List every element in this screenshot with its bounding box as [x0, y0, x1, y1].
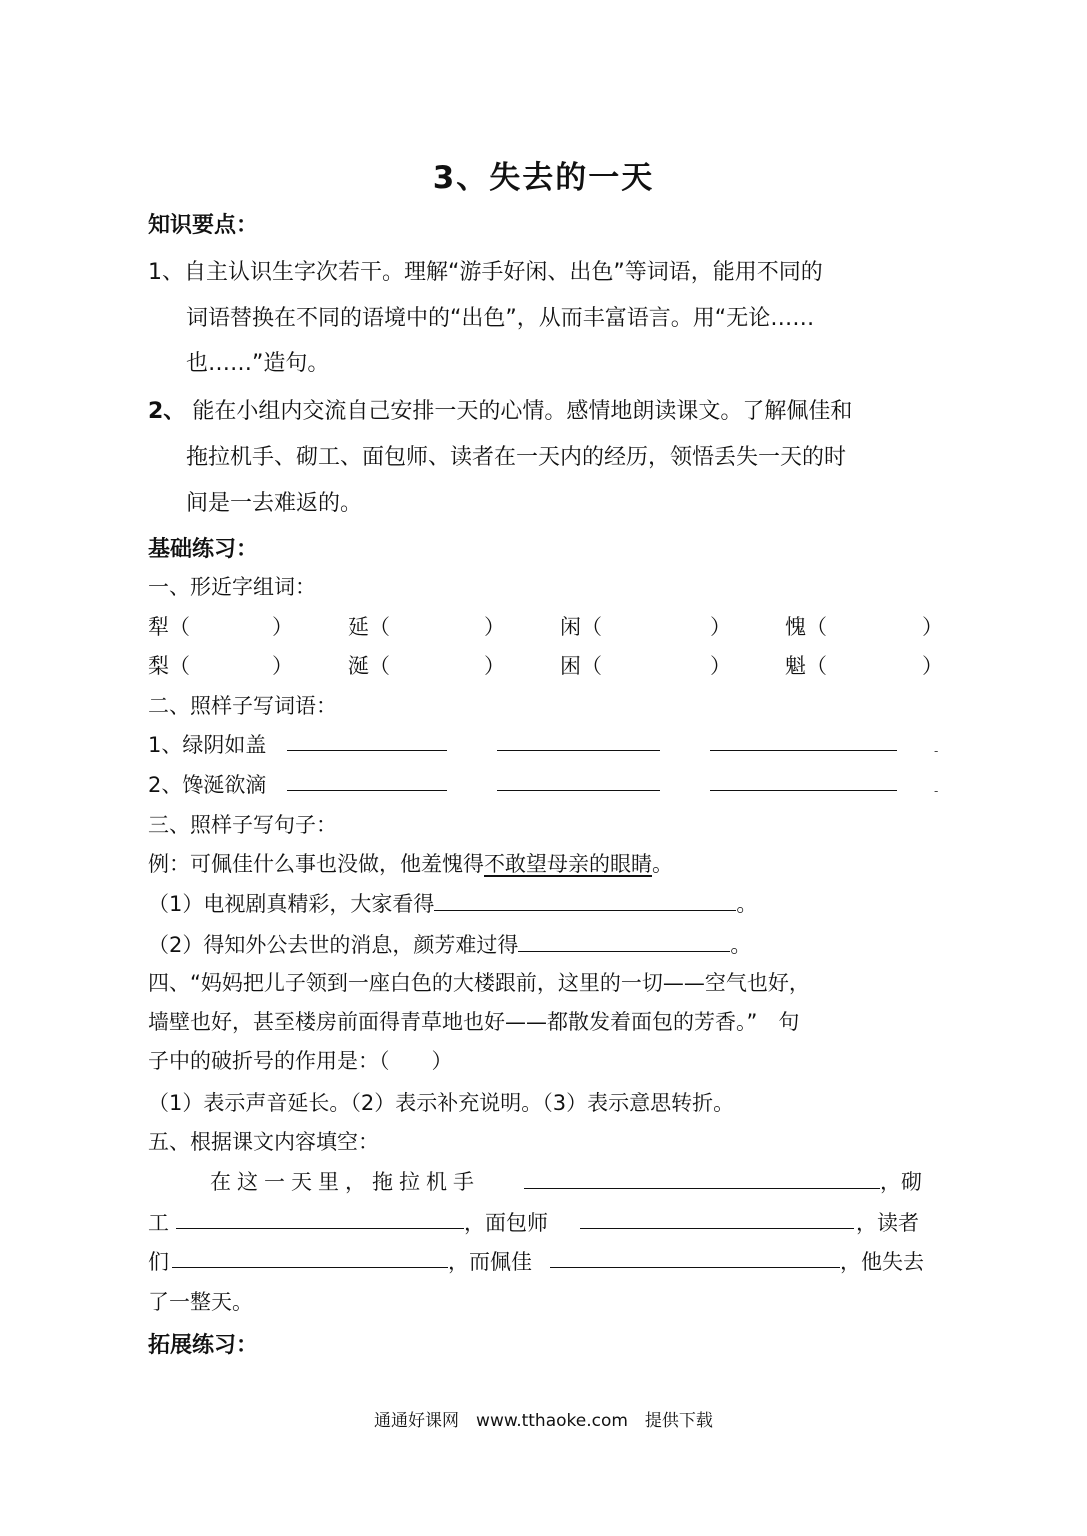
q1-row2-c2-close: ） — [484, 654, 505, 678]
q5-l3-blank-1[interactable] — [172, 1245, 448, 1268]
q5-l2-blank-1[interactable] — [176, 1206, 464, 1229]
q2-item1: 1、绿阴如盖 — [148, 733, 267, 757]
knowledge-item1-line1: 1、自主认识生字次若干。理解“游手好闲、出色”等词语，能用不同的 — [148, 260, 823, 285]
q1-row1-c3-open: 闲（ — [560, 615, 602, 639]
q1-row1-c1-close: ） — [272, 615, 293, 639]
knowledge-heading: 知识要点： — [148, 213, 259, 238]
q3-example-prefix: 例：可佩佳什么事也没做，他羞愧得 — [148, 852, 484, 876]
q2-item2: 2、馋涎欲滴 — [148, 773, 267, 797]
q1-row1-c1-open: 犁（ — [148, 615, 190, 639]
q1-row2-c4-close: ） — [922, 654, 943, 678]
q3-example-end: 。 — [652, 852, 673, 876]
q5-l1-blank[interactable] — [524, 1166, 880, 1189]
q5-line4: 了一整天。 — [148, 1290, 253, 1314]
q5-l1-prefix: 在这一天里，拖拉机手 — [210, 1170, 480, 1194]
q5-line1 — [210, 1166, 480, 1196]
q5-l1-end: ，砌 — [880, 1170, 922, 1194]
knowledge-item1-line3: 也……”造句。 — [186, 351, 330, 376]
q5-l2-c: ，读者 — [856, 1211, 919, 1235]
q1-row2-c3-open: 困（ — [560, 654, 602, 678]
q1-row1-c4-close: ） — [922, 615, 943, 639]
q1-label: 一、形近字组词： — [148, 575, 316, 599]
q3-label: 三、照样子写句子： — [148, 813, 337, 837]
q2-item2-blank-1[interactable] — [287, 768, 447, 791]
q3-s1-prefix: （1）电视剧真精彩，大家看得 — [148, 892, 435, 916]
q1-row1-c3-close: ） — [710, 615, 731, 639]
q5-label: 五、根据课文内容填空： — [148, 1130, 379, 1154]
knowledge-item1-line2: 词语替换在不同的语境中的“出色”，从而丰富语言。用“无论…… — [186, 306, 815, 331]
q2-item1-blank-3[interactable] — [710, 728, 897, 751]
q2-item2-blank-3[interactable] — [710, 768, 897, 791]
knowledge-item2-line2: 拖拉机手、砌工、面包师、读者在一天内的经历，领悟丢失一天的时 — [186, 445, 847, 470]
q5-l2-b: ，面包师 — [464, 1211, 548, 1235]
basic-heading: 基础练习： — [148, 537, 259, 562]
q2-item2-mark: - — [934, 784, 939, 798]
q5-l3-b: ，而佩佳 — [448, 1250, 532, 1274]
q3-s2-end: 。 — [730, 933, 752, 957]
knowledge-item2-number: 2、 — [148, 399, 186, 424]
q1-row1-c2-close: ） — [484, 615, 505, 639]
q3-sentence2 — [148, 929, 751, 959]
q3-s2-blank[interactable] — [518, 929, 730, 952]
q3-example-underlined: 不敢望母亲的眼睛 — [484, 852, 652, 876]
q4-line1: 四、“妈妈把儿子领到一座白色的大楼跟前，这里的一切——空气也好， — [148, 971, 810, 995]
q2-item1-blank-2[interactable] — [497, 728, 660, 751]
q4-line2: 墙壁也好，甚至楼房前面得青草地也好——都散发着面包的芳香。” 句 — [148, 1010, 800, 1034]
q3-s1-blank[interactable] — [434, 888, 736, 911]
q4-line3: 子中的破折号的作用是：（ ） — [148, 1049, 453, 1073]
q3-sentence1 — [148, 888, 757, 918]
knowledge-item2-line3: 间是一去难返的。 — [186, 491, 363, 516]
q3-example — [148, 848, 673, 878]
q5-l3-c: ，他失去 — [840, 1250, 924, 1274]
q5-l2-a: 工 — [148, 1211, 169, 1235]
q1-row2-c4-open: 魁（ — [785, 654, 827, 678]
page-title: 3、失去的一天 — [432, 160, 655, 196]
q2-item1-blank-1[interactable] — [287, 728, 447, 751]
q4-options: （1）表示声音延长。（2）表示补充说明。（3）表示意思转折。 — [148, 1091, 735, 1115]
q1-row2-c1-close: ） — [272, 654, 293, 678]
q1-row2-c2-open: 涎（ — [348, 654, 390, 678]
knowledge-item2-line1 — [148, 394, 852, 425]
knowledge-item2-text: 能在小组内交流自己安排一天的心情。感情地朗读课文。了解佩佳和 — [192, 399, 853, 424]
q1-row2-c3-close: ） — [710, 654, 731, 678]
q1-row1-c2-open: 延（ — [348, 615, 390, 639]
extend-heading: 拓展练习： — [148, 1333, 259, 1358]
q2-item2-blank-2[interactable] — [497, 768, 660, 791]
q5-l3-a: 们 — [148, 1250, 169, 1274]
q2-item1-mark: - — [934, 744, 939, 758]
q5-l2-blank-2[interactable] — [580, 1206, 854, 1229]
q1-row1-c4-open: 愧（ — [785, 615, 827, 639]
q1-row2-c1-open: 梨（ — [148, 654, 190, 678]
q3-s2-prefix: （2）得知外公去世的消息，颜芳难过得 — [148, 933, 519, 957]
q3-s1-end: 。 — [736, 892, 758, 916]
q5-l3-blank-2[interactable] — [550, 1245, 840, 1268]
q2-label: 二、照样子写词语： — [148, 694, 337, 718]
page-footer: 通通好课网 www.tthaoke.com 提供下载 — [374, 1411, 713, 1431]
